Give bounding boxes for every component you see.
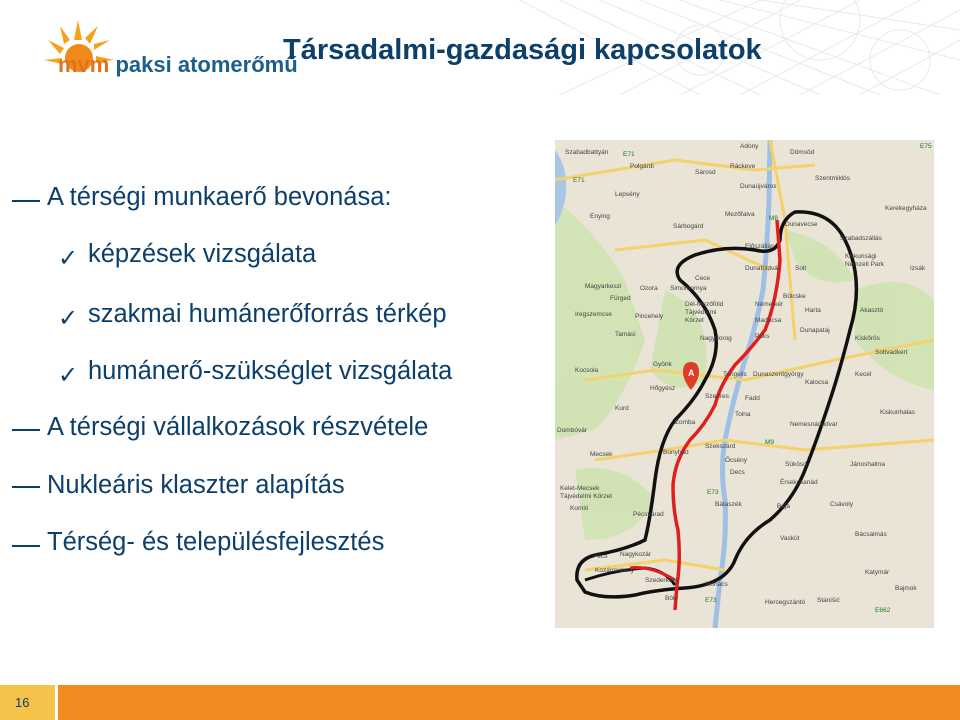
svg-text:Komló: Komló [570,505,589,512]
svg-text:Dunaföldvár: Dunaföldvár [745,265,781,272]
svg-text:Kozármisleny: Kozármisleny [595,567,635,574]
checkmark-icon: ✓ [58,362,79,389]
svg-text:Kiskőrös: Kiskőrös [855,335,880,342]
svg-text:Németkér: Németkér [755,301,784,308]
svg-text:Kalocsa: Kalocsa [805,379,829,386]
svg-text:Szentmiklós: Szentmiklós [815,175,851,182]
svg-text:Tengelic: Tengelic [723,371,747,378]
svg-text:Dunapataj: Dunapataj [800,327,830,334]
svg-text:Iregszemcse: Iregszemcse [575,311,612,318]
svg-text:Vaskút: Vaskút [780,535,800,542]
svg-text:Harta: Harta [805,307,821,314]
svg-text:Adony: Adony [740,143,759,150]
logo-wordmark [58,52,298,78]
svg-text:Dél-Mezőföld: Dél-Mezőföld [685,301,724,308]
svg-text:Bóly: Bóly [665,595,678,602]
logo-name: paksi atomerőmű [109,52,298,77]
sub-bullet-item: képzések vizsgálata [88,240,317,268]
svg-text:Enying: Enying [590,213,610,220]
svg-text:Kiskunsági: Kiskunsági [845,253,877,260]
bullet-dash [12,545,40,547]
sub-bullet-item: szakmai humánerőforrás térkép [88,300,447,328]
svg-text:Szekszárd: Szekszárd [705,443,736,450]
footer-bar-right [58,685,960,720]
svg-text:Akasztó: Akasztó [860,307,884,314]
svg-text:Kiskunhalas: Kiskunhalas [880,409,916,416]
svg-text:Simontornya: Simontornya [670,285,707,292]
svg-text:Csávoly: Csávoly [830,501,854,508]
svg-text:Fadd: Fadd [745,395,760,402]
svg-text:Körzet: Körzet [685,317,704,324]
svg-text:Szederkény: Szederkény [645,577,680,584]
svg-text:Stanišić: Stanišić [817,597,840,604]
svg-text:Magyarkeszi: Magyarkeszi [585,283,622,290]
svg-text:Bátaszék: Bátaszék [715,501,742,508]
svg-text:Lepsény: Lepsény [615,191,640,198]
svg-text:Ráckeve: Ráckeve [730,163,756,170]
svg-text:Nemzeti Park: Nemzeti Park [845,261,885,268]
svg-text:E73: E73 [705,597,717,604]
svg-text:Bácsalmás: Bácsalmás [855,531,887,538]
svg-text:Szabadszállás: Szabadszállás [840,235,882,242]
regional-map [555,140,934,628]
bullet-dash [12,429,40,431]
page-number: 16 [15,695,30,710]
svg-text:Bonyhád: Bonyhád [663,449,689,456]
checkmark-icon: ✓ [58,245,79,272]
svg-text:E71: E71 [623,151,635,158]
svg-text:Tájvédelmi Körzet: Tájvédelmi Körzet [560,493,613,500]
page-title: Társadalmi-gazdasági kapcsolatok [283,34,762,66]
bullet-dash [12,200,40,202]
svg-text:Kelet-Mecsek: Kelet-Mecsek [560,485,600,492]
svg-text:Solt: Solt [795,265,807,272]
svg-text:Dunaszentgyörgy: Dunaszentgyörgy [753,371,804,378]
svg-text:Kerekegyháza: Kerekegyháza [885,205,927,212]
svg-text:Polgárdi: Polgárdi [630,163,654,170]
svg-text:Katymár: Katymár [865,569,890,576]
svg-text:Dömsöd: Dömsöd [790,149,815,156]
checkmark-icon: ✓ [58,305,79,332]
logo-mvm: mvm [58,52,110,77]
svg-text:Pincehely: Pincehely [635,313,664,320]
svg-text:Gyönk: Gyönk [653,361,672,368]
svg-text:Sárbogárd: Sárbogárd [673,223,704,230]
sub-bullet-item: humánerő-szükséglet vizsgálata [88,357,453,385]
svg-text:Baja: Baja [777,503,791,510]
svg-text:Dombóvár: Dombóvár [557,427,587,434]
svg-text:Cece: Cece [695,275,711,282]
svg-text:Sükösd: Sükösd [785,461,807,468]
svg-text:E73: E73 [707,489,719,496]
bullet-item: A térségi munkaerő bevonása: [47,183,392,211]
svg-text:Paks: Paks [755,333,770,340]
svg-text:Kecel: Kecel [855,371,872,378]
bullet-item: Nukleáris klaszter alapítás [47,471,345,499]
svg-text:E75: E75 [920,143,932,150]
svg-text:Fürged: Fürged [610,295,631,302]
svg-text:Nagydorog: Nagydorog [700,335,732,342]
svg-text:Szabadbattyán: Szabadbattyán [565,149,609,156]
bullet-dash [12,486,40,488]
svg-text:E71: E71 [573,177,585,184]
svg-text:E662: E662 [875,607,891,614]
svg-text:A: A [688,368,695,378]
svg-text:Soltvadkert: Soltvadkert [875,349,908,356]
svg-text:Madocsa: Madocsa [755,317,782,324]
svg-text:Pécsvárad: Pécsvárad [633,511,664,518]
svg-text:M9: M9 [765,439,775,446]
svg-text:M8: M8 [769,215,779,222]
svg-text:Izsák: Izsák [910,265,926,272]
svg-text:Mohács: Mohács [705,581,728,588]
svg-text:Ozora: Ozora [640,285,658,292]
svg-text:Szedres: Szedres [705,393,729,400]
svg-text:Bajmok: Bajmok [895,585,917,592]
svg-text:Mecsek: Mecsek [590,451,613,458]
bullet-item: Térség- és településfejlesztés [47,528,385,556]
svg-text:Bölcske: Bölcske [783,293,806,300]
svg-text:Nemesnádudvar: Nemesnádudvar [790,421,838,428]
svg-text:Tájvédelmi: Tájvédelmi [685,309,717,316]
svg-text:Őcsény: Őcsény [725,457,748,464]
svg-text:Tamási: Tamási [615,331,636,338]
svg-text:Jánoshalma: Jánoshalma [850,461,886,468]
svg-text:Sárosd: Sárosd [695,169,716,176]
svg-text:Pécs: Pécs [593,553,608,560]
svg-text:Érsekcsanád: Érsekcsanád [780,479,818,486]
bullet-item: A térségi vállalkozások részvétele [47,413,429,441]
svg-text:Kurd: Kurd [615,405,629,412]
svg-text:Nagykozár: Nagykozár [620,551,652,558]
svg-text:Hőgyész: Hőgyész [650,385,676,392]
svg-text:Hercegszántó: Hercegszántó [765,599,806,606]
svg-text:Előszállás: Előszállás [745,243,775,250]
svg-text:Decs: Decs [730,469,745,476]
svg-text:Zomba: Zomba [675,419,696,426]
svg-text:Dunaújváros: Dunaújváros [740,183,777,190]
svg-text:Mezőfalva: Mezőfalva [725,211,755,218]
svg-text:Dunavecse: Dunavecse [785,221,818,228]
svg-text:Tolna: Tolna [735,411,751,418]
svg-text:Kocsola: Kocsola [575,367,599,374]
